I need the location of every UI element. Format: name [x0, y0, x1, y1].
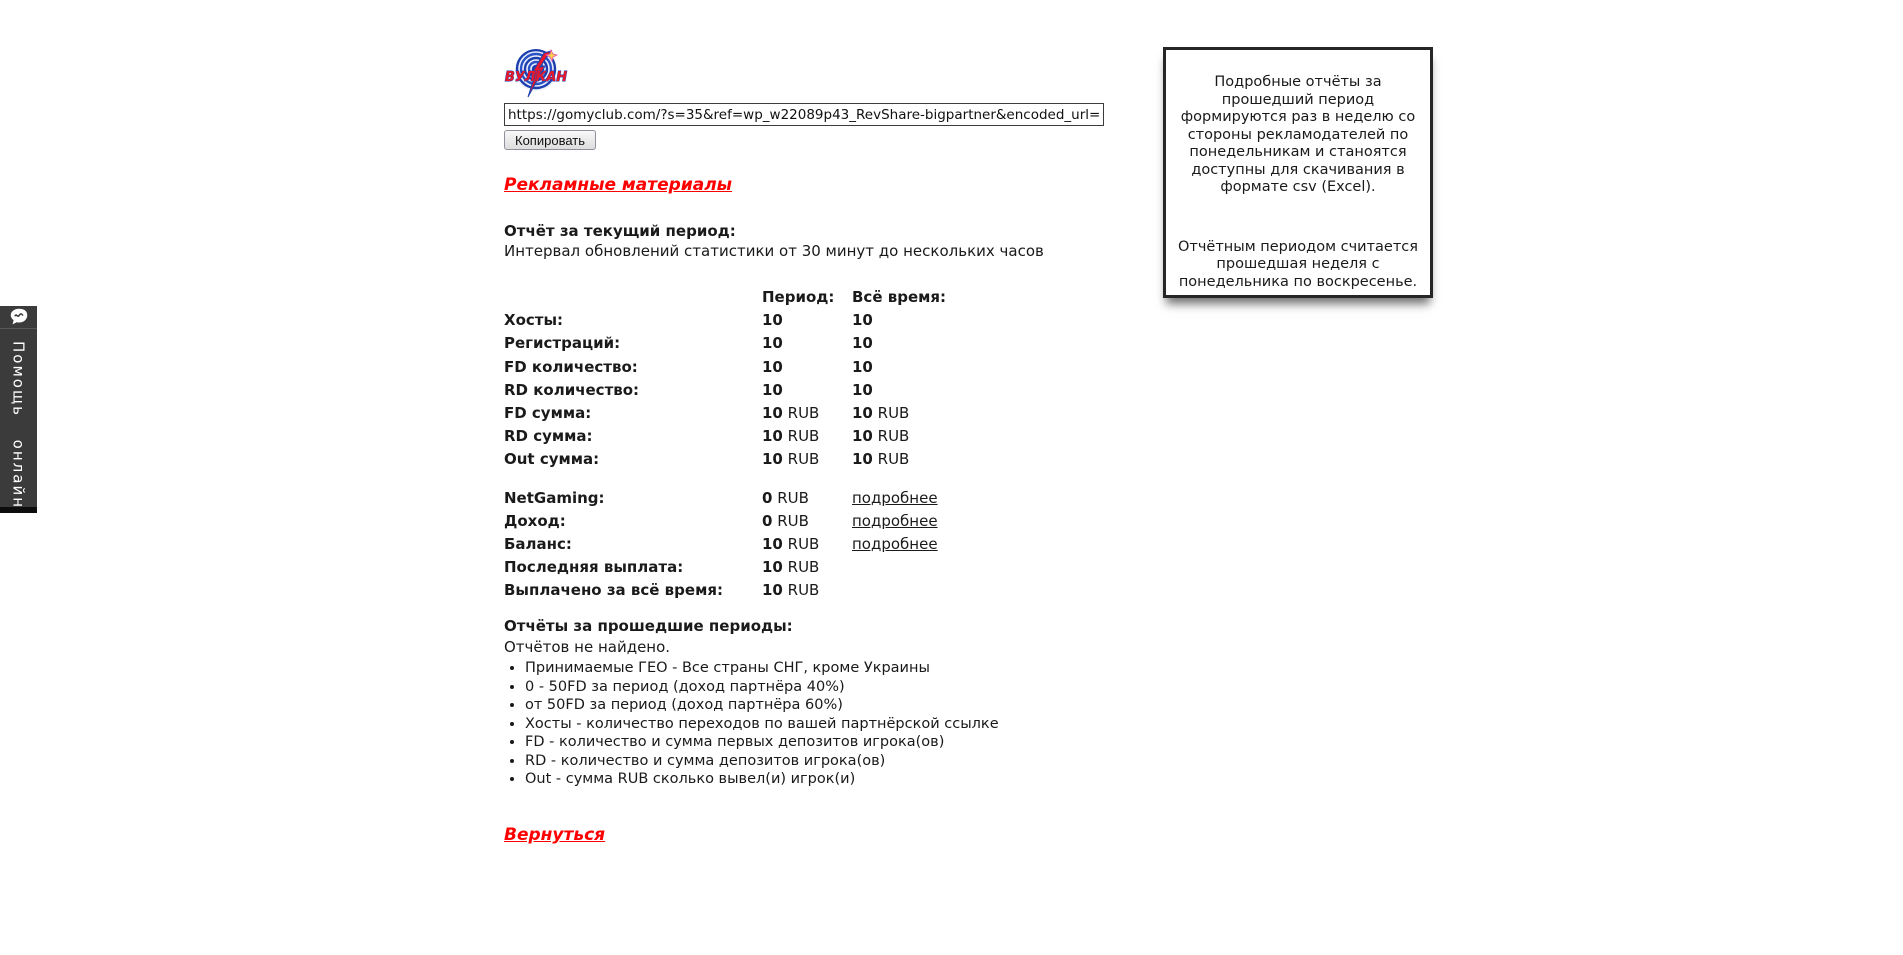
list-item: • Out - сумма RUB сколько вывел(и) игрок(и)	[525, 770, 1184, 789]
copy-button[interactable]: Копировать	[504, 130, 596, 150]
stats-row-last-payout: Последняя выплата: 10 RUB	[504, 558, 820, 577]
list-item: • RD - количество и сумма депозитов игрока(ов)	[525, 752, 1184, 771]
update-interval-note: Интервал обновлений статистики от 30 минут до нескольких часов	[504, 242, 1044, 260]
past-reports-section	[504, 616, 1184, 659]
list-item: • от 50FD за период (доход партнёра 60%)	[525, 696, 1184, 715]
income-details-link[interactable]: подробнее	[852, 511, 938, 530]
current-period-title: Отчёт за текущий период:	[504, 222, 736, 240]
info-paragraph-2: Отчётным периодом считается прошедшая неделя с понедельника по воскресенье.	[1178, 238, 1418, 290]
stats-row-netgaming: NetGaming: 0 RUB подробнее	[504, 488, 938, 507]
stats-row-income: Доход: 0 RUB подробнее	[504, 511, 938, 530]
weekly-reports-info-box	[1163, 47, 1433, 298]
stats-row-fd-sum: FD сумма: 10 RUB 10 RUB	[504, 403, 910, 422]
list-item: • 0 - 50FD за период (доход партнёра 40%)	[525, 678, 1184, 697]
chat-bubble-icon	[0, 306, 37, 329]
netgaming-details-link[interactable]: подробнее	[852, 488, 938, 507]
referral-url-input[interactable]	[504, 103, 1104, 126]
past-reports-title: Отчёты за прошедшие периоды:	[504, 617, 793, 636]
stats-row-rd-sum: RD сумма: 10 RUB 10 RUB	[504, 427, 910, 446]
list-item: • Принимаемые ГЕО - Все страны СНГ, кроме Украины	[525, 659, 1184, 678]
info-paragraph-1: Подробные отчёты за прошедший период формируются раз в неделю со стороны рекламодателей по понедельникам и станоятся доступны для скачивания в формате csv (Excel).	[1180, 74, 1416, 195]
stats-row-registrations: Регистраций: 10 10	[504, 334, 873, 353]
column-alltime: Всё время:	[852, 288, 947, 306]
stats-header-row	[504, 286, 1184, 309]
vulkan-logo	[504, 47, 568, 101]
list-item: • Хосты - количество переходов по вашей партнёрской ссылке	[525, 715, 1184, 734]
stats-row-hosts: Хосты: 10 10	[504, 311, 873, 330]
terms-list	[504, 659, 1184, 715]
main-content	[504, 47, 1184, 845]
stats-row-fd-count: FD количество: 10 10	[504, 357, 873, 376]
help-online-tab[interactable]	[0, 306, 37, 513]
logo-text: ВУЛКАН	[504, 70, 568, 85]
no-reports-text: Отчётов не найдено.	[504, 638, 671, 657]
glossary-list	[504, 715, 1184, 789]
stats-row-total-paid: Выплачено за всё время: 10 RUB	[504, 581, 820, 600]
stats-row-balance: Баланс: 10 RUB подробнее	[504, 534, 938, 553]
stats-row-rd-count: RD количество: 10 10	[504, 380, 873, 399]
stats-table	[504, 286, 1184, 602]
stats-row-out-sum: Out сумма: 10 RUB 10 RUB	[504, 450, 910, 469]
column-period: Период:	[762, 288, 835, 306]
balance-details-link[interactable]: подробнее	[852, 534, 938, 553]
back-link[interactable]: Вернуться	[504, 824, 606, 845]
list-item: • FD - количество и сумма первых депозитов игрока(ов)	[525, 733, 1184, 752]
advertising-materials-link[interactable]: Рекламные материалы	[504, 175, 733, 195]
help-online-label: Помощь онлайн	[9, 341, 28, 510]
